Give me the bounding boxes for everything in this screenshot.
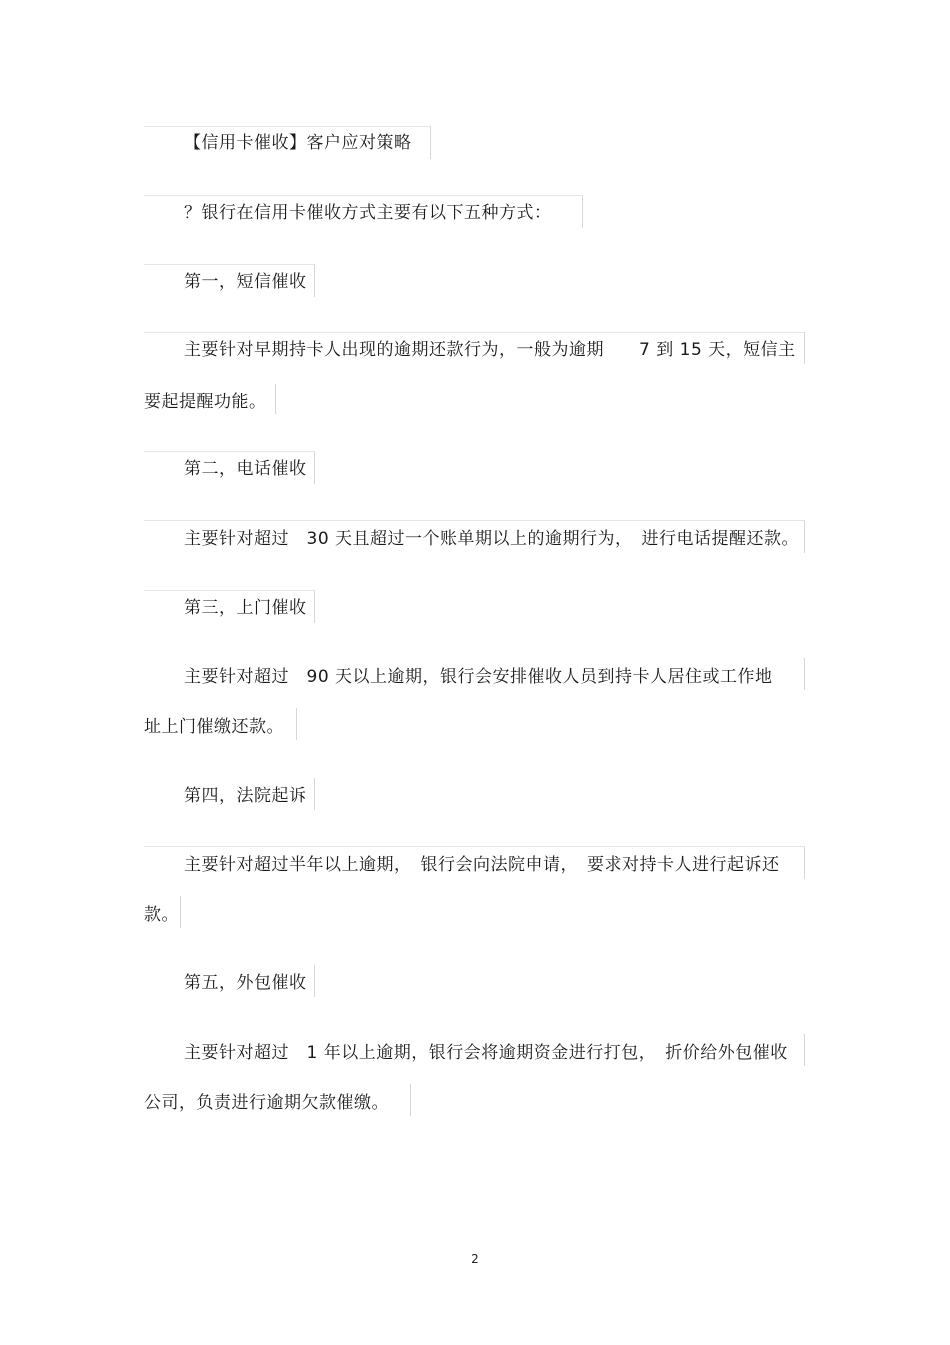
section-body-phone-line1: 主要针对超过 30 天且超过一个账单期以上的逾期行为， 进行电话提醒还款。 — [184, 529, 800, 549]
section-heading-phone: 第二，电话催收 — [184, 459, 307, 479]
section-body-outsource-line2: 公司，负责进行逾期欠款催缴。 — [144, 1093, 389, 1113]
section-heading-court: 第四，法院起诉 — [184, 786, 307, 806]
intro-text: ？银行在信用卡催收方式主要有以下五种方式： — [184, 203, 552, 223]
section-heading-sms: 第一，短信催收 — [184, 272, 307, 292]
document-title: 【信用卡催收】客户应对策略 — [184, 133, 412, 153]
section-body-sms-line1: 主要针对早期持卡人出现的逾期还款行为，一般为逾期 7 到 15 天，短信主 — [184, 340, 796, 360]
page-number: 2 — [471, 1252, 479, 1266]
section-body-sms-line2: 要起提醒功能。 — [144, 392, 267, 412]
section-heading-outsource: 第五，外包催收 — [184, 973, 307, 993]
section-heading-visit: 第三，上门催收 — [184, 598, 307, 618]
section-body-court-line1: 主要针对超过半年以上逾期， 银行会向法院申请， 要求对持卡人进行起诉还 — [184, 855, 780, 875]
section-body-court-line2: 款。 — [144, 905, 179, 925]
section-body-outsource-line1: 主要针对超过 1 年以上逾期，银行会将逾期资金进行打包， 折价给外包催收 — [184, 1043, 788, 1063]
section-body-visit-line1: 主要针对超过 90 天以上逾期，银行会安排催收人员到持卡人居住或工作地 — [184, 667, 773, 687]
section-body-visit-line2: 址上门催缴还款。 — [144, 717, 284, 737]
